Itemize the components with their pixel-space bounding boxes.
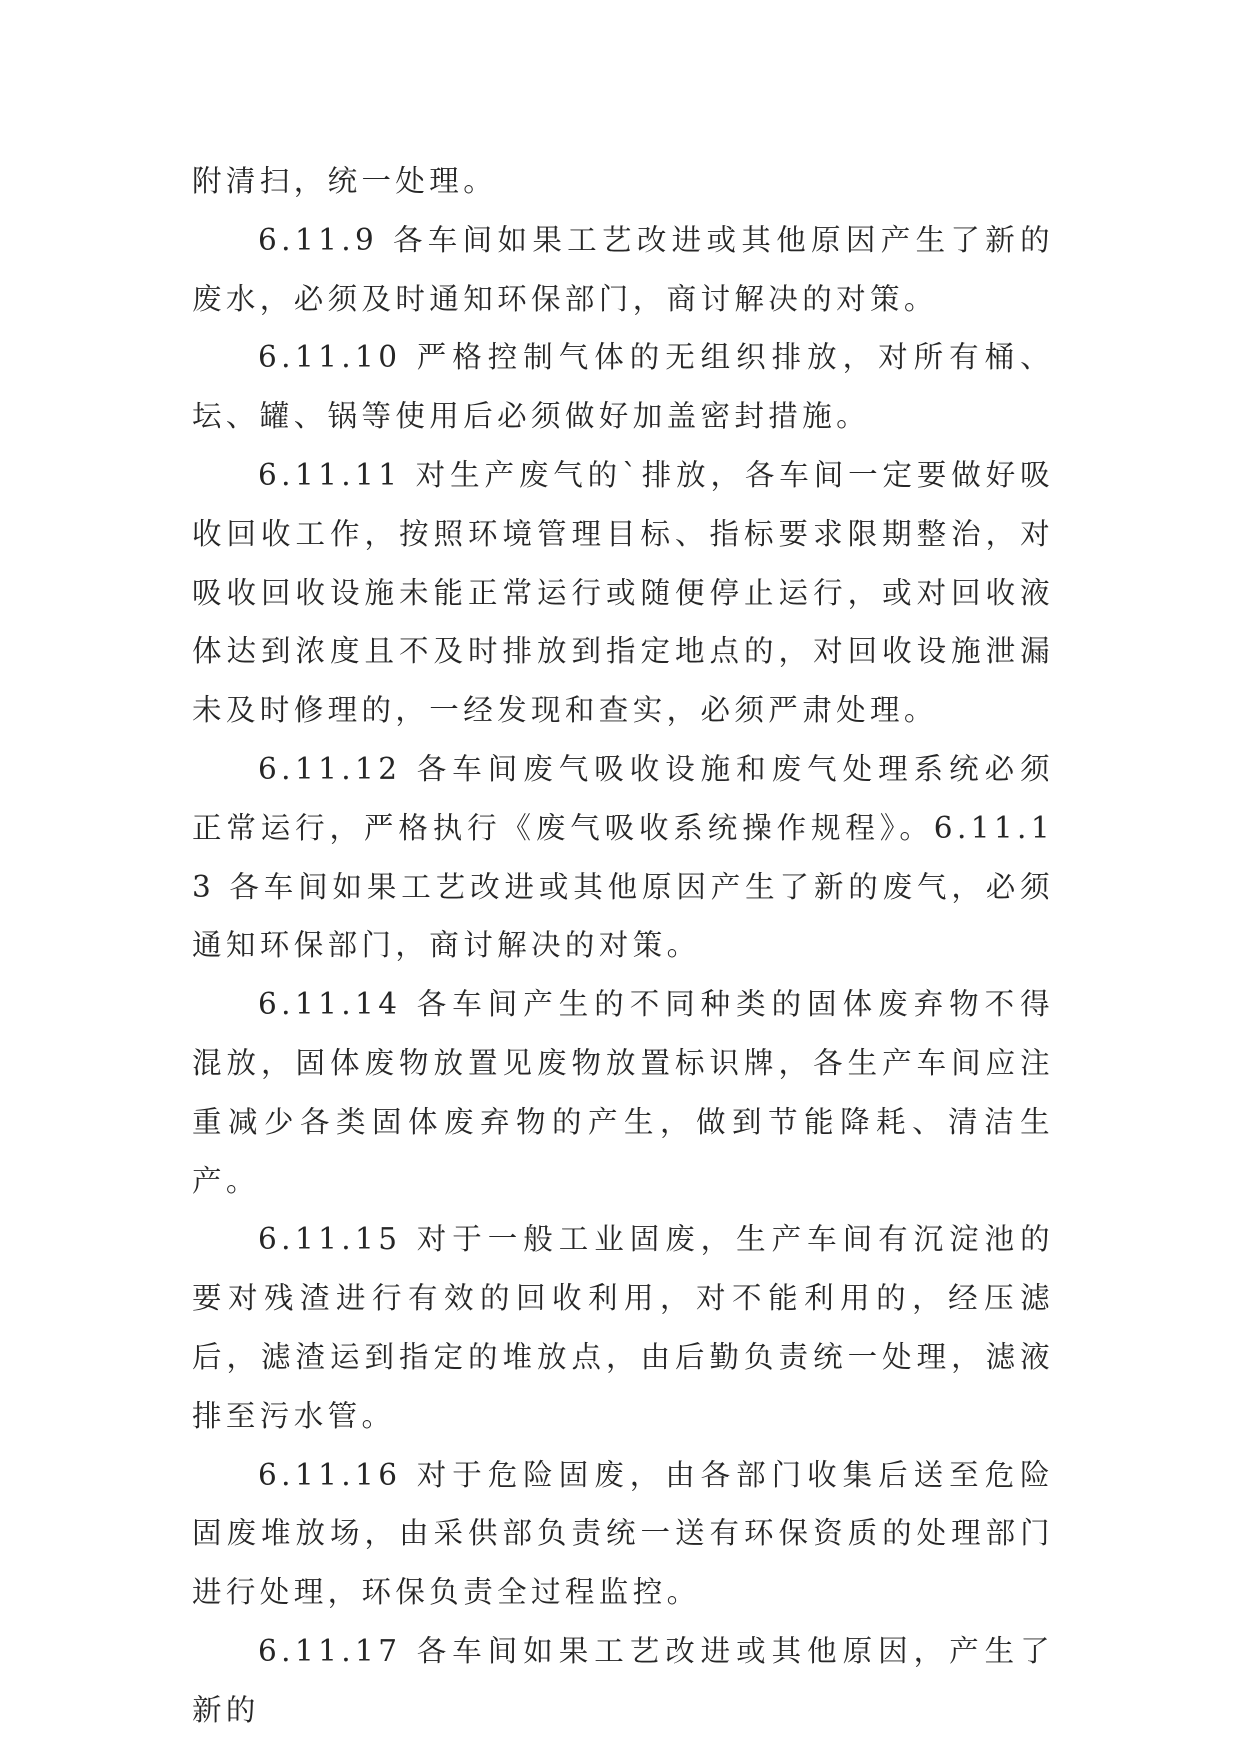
paragraph-6-11-14: 6.11.14 各车间产生的不同种类的固体废弃物不得混放，固体废物放置见废物放置标识牌，各生产车间应注重减少各类固体废弃物的产生，做到节能降耗、清洁生产。 [192,987,1054,1198]
document-body [192,152,1054,1740]
paragraph-6-11-17: 6.11.17 各车间如果工艺改进或其他原因，产生了新的 [192,1633,1054,1727]
paragraph-6-11-15: 6.11.15 对于一般工业固废，生产车间有沉淀池的要对残渣进行有效的回收利用，对不能利用的，经压滤后，滤渣运到指定的堆放点，由后勤负责统一处理，滤液排至污水管。 [192,1222,1054,1433]
paragraph-continuation: 附清扫，统一处理。 [192,164,498,198]
paragraph-6-11-12: 6.11.12 各车间废气吸收设施和废气处理系统必须正常运行，严格执行《废气吸收系统操作规程》。6.11.13 各车间如果工艺改进或其他原因产生了新的废气，必须通知环保部门，商讨解决的对策。 [192,751,1054,963]
paragraph-6-11-11: 6.11.11 对生产废气的`排放，各车间一定要做好吸收回收工作，按照环境管理目标、指标要求限期整治，对吸收回收设施未能正常运行或随便停止运行，或对回收液体达到浓度且不及时排放到指定地点的，对回收设施泄漏未及时修理的，一经发现和查实，必须严肃处理。 [192,457,1054,728]
paragraph-6-11-9: 6.11.9 各车间如果工艺改进或其他原因产生了新的废水，必须及时通知环保部门，商讨解决的对策。 [192,222,1054,316]
paragraph-6-11-10: 6.11.10 严格控制气体的无组织排放，对所有桶、坛、罐、锅等使用后必须做好加盖密封措施。 [192,340,1054,434]
paragraph-6-11-16: 6.11.16 对于危险固废，由各部门收集后送至危险固废堆放场，由采供部负责统一送有环保资质的处理部门进行处理，环保负责全过程监控。 [192,1457,1054,1610]
